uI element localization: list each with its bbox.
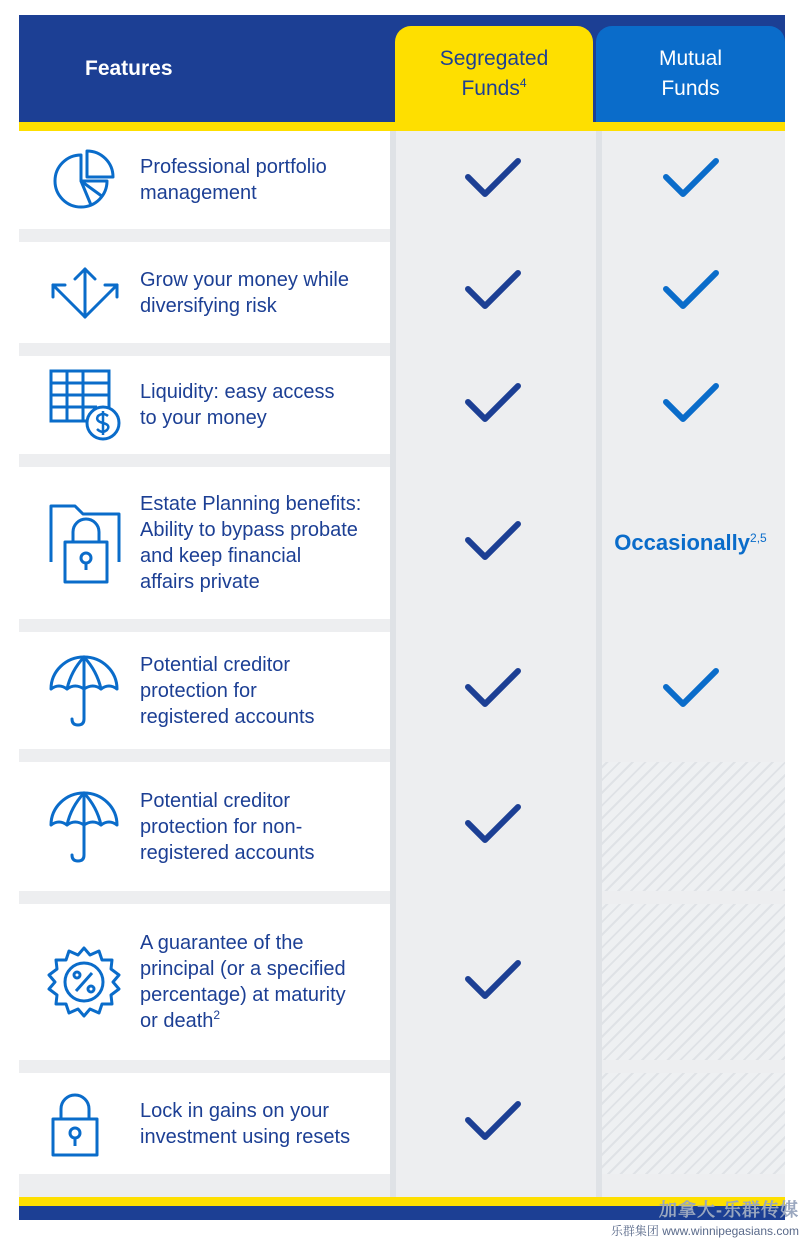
- table-row: [19, 1073, 785, 1174]
- not-available-hatch: [596, 1073, 785, 1174]
- table-row: [19, 242, 785, 343]
- checkmark-icon: [463, 1098, 523, 1149]
- checkmark-icon: [463, 665, 523, 716]
- checkmark-icon: [661, 380, 721, 431]
- column-separator: [596, 131, 602, 1197]
- watermark: [611, 1196, 799, 1239]
- feature-label-line: investment using resets: [140, 1125, 351, 1148]
- feature-label: [119, 1098, 350, 1150]
- checkmark-icon: [463, 267, 523, 318]
- feature-label: [119, 267, 349, 319]
- segregated-cell: [390, 632, 596, 749]
- mutual-funds-heading: [596, 26, 785, 122]
- feature-cell: [19, 467, 390, 619]
- feature-label: [119, 379, 335, 431]
- feature-label-line: management: [140, 182, 257, 204]
- comparison-table: [19, 15, 785, 1220]
- feature-cell: [19, 762, 390, 891]
- mutual-cell: [596, 131, 785, 229]
- feature-label-line: Liquidity: easy access: [140, 381, 335, 403]
- feature-label-line: Grow your money while: [140, 268, 349, 291]
- mutual-cell: [596, 242, 785, 343]
- feature-cell: [19, 131, 390, 229]
- watermark-url: 乐群集团 www.winnipegasians.com: [610, 1224, 799, 1238]
- feature-label-line: to your money: [140, 407, 267, 429]
- feature-label-line: Professional portfolio: [140, 156, 327, 178]
- feature-cell: [19, 1073, 390, 1174]
- table-row: [19, 904, 785, 1060]
- table-header: [19, 15, 785, 122]
- feature-label-line: Ability to bypass probate: [140, 519, 358, 541]
- feature-cell: [19, 356, 390, 454]
- feature-label: [119, 491, 361, 595]
- mutual-cell: [596, 356, 785, 454]
- mutual-cell: [596, 632, 785, 749]
- not-available-hatch: [596, 762, 785, 891]
- feature-label-line: affairs private: [140, 571, 260, 593]
- features-heading: Features: [85, 56, 173, 80]
- table-row: [19, 467, 785, 619]
- occasionally-text: Occasionally$^{2,5}$: [614, 530, 767, 555]
- checkmark-icon: [463, 380, 523, 431]
- table-body: [19, 131, 785, 1197]
- mutual-cell: [596, 467, 785, 619]
- feature-label-line: protection for non-: [140, 815, 303, 838]
- checkmark-icon: [463, 518, 523, 569]
- checkmark-icon: [463, 155, 523, 206]
- feature-label-line: or death$^2$: [140, 1008, 221, 1032]
- column-separator: [390, 131, 396, 1197]
- segregated-funds-heading: [395, 26, 593, 122]
- segregated-cell: [390, 356, 596, 454]
- feature-label: [119, 652, 315, 730]
- segregated-cell: [390, 1073, 596, 1174]
- table-row: [19, 356, 785, 454]
- checkmark-icon: [661, 665, 721, 716]
- feature-label-line: protection for: [140, 679, 257, 702]
- table-row: [19, 131, 785, 229]
- seg-heading-line1: Segregated: [439, 47, 549, 70]
- checkmark-icon: [463, 801, 523, 852]
- segregated-cell: [390, 762, 596, 891]
- feature-label-line: Potential creditor: [140, 653, 291, 676]
- feature-label-line: diversifying risk: [140, 294, 277, 317]
- segregated-cell: [390, 242, 596, 343]
- feature-label: [119, 154, 327, 206]
- checkmark-icon: [661, 267, 721, 318]
- feature-label-line: and keep financial: [140, 545, 302, 567]
- feature-label-line: Estate Planning benefits:: [140, 493, 362, 515]
- table-row: [19, 762, 785, 891]
- feature-label: [119, 930, 346, 1034]
- feature-label-line: registered accounts: [140, 841, 315, 864]
- feature-label-line: A guarantee of the: [140, 932, 304, 954]
- feature-label-line: Potential creditor: [140, 789, 291, 812]
- checkmark-icon: [463, 957, 523, 1008]
- feature-cell: [19, 242, 390, 343]
- feature-cell: [19, 632, 390, 749]
- mutual-heading-line2: Funds: [661, 77, 720, 100]
- segregated-cell: [390, 467, 596, 619]
- feature-label-line: registered accounts: [140, 705, 315, 728]
- feature-label-line: principal (or a specified: [140, 958, 346, 980]
- seg-heading-line2: Funds$^4$: [461, 76, 527, 100]
- feature-label-line: Lock in gains on your: [140, 1099, 330, 1122]
- segregated-cell: [390, 131, 596, 229]
- segregated-cell: [390, 904, 596, 1060]
- feature-label: [119, 788, 315, 866]
- feature-label-line: percentage) at maturity: [140, 984, 346, 1006]
- checkmark-icon: [661, 155, 721, 206]
- header-yellow-bar: [19, 122, 785, 131]
- feature-cell: [19, 904, 390, 1060]
- not-available-hatch: [596, 904, 785, 1060]
- watermark-title: 加拿大-乐群传媒: [659, 1200, 799, 1220]
- table-row: [19, 632, 785, 749]
- mutual-heading-line1: Mutual: [658, 47, 723, 70]
